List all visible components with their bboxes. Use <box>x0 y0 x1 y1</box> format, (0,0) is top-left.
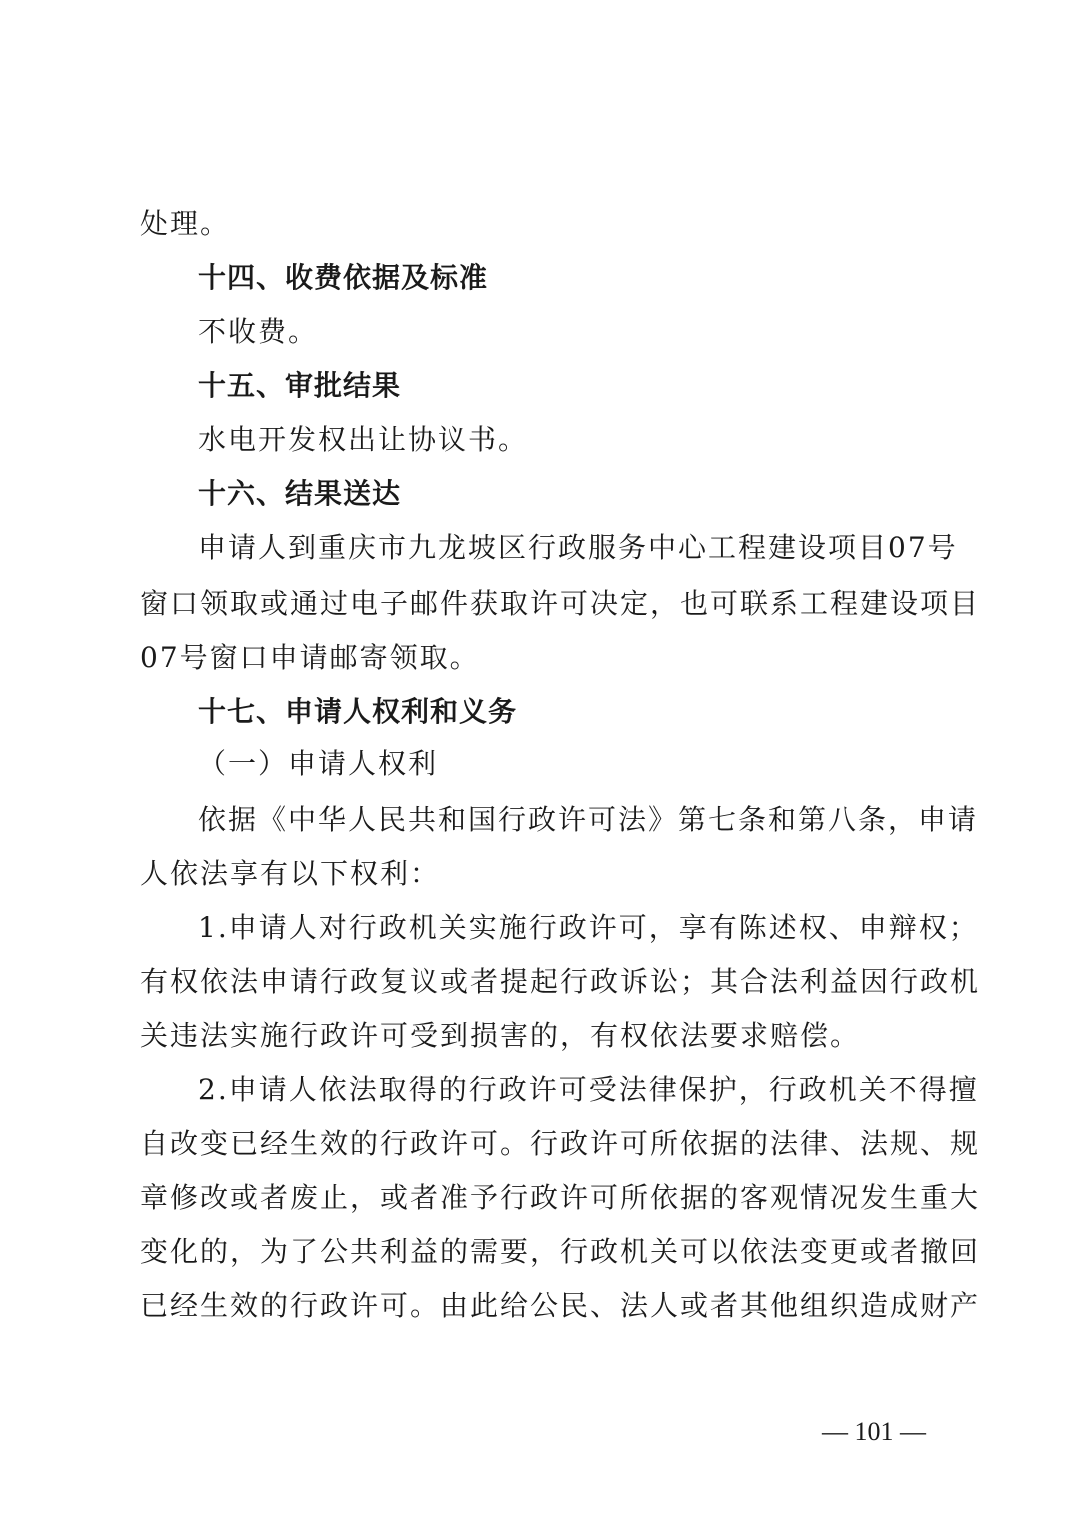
paragraph-line: 有权依法申请行政复议或者提起行政诉讼；其合法利益因行政机 <box>140 965 981 998</box>
paragraph-line: 已经生效的行政许可。由此给公民、法人或者其他组织造成财产 <box>140 1289 981 1322</box>
list-item-2: 2.申请人依法取得的行政许可受法律保护，行政机关不得擅 <box>198 1073 979 1106</box>
paragraph-line: 关违法实施行政许可受到损害的，有权依法要求赔偿。 <box>140 1019 861 1052</box>
paragraph-line: 窗口领取或通过电子邮件获取许可决定，也可联系工程建设项目 <box>140 587 981 620</box>
paragraph-line: 依据《中华人民共和国行政许可法》第七条和第八条，申请 <box>198 803 979 836</box>
paragraph-line: 处理。 <box>140 207 231 240</box>
paragraph-line: 章修改或者废止，或者准予行政许可所依据的客观情况发生重大 <box>140 1181 981 1214</box>
list-item-1: 1.申请人对行政机关实施行政许可，享有陈述权、申辩权； <box>198 911 979 944</box>
section-heading-17: 十七、申请人权利和义务 <box>198 695 518 728</box>
section-heading-15: 十五、审批结果 <box>198 369 402 402</box>
paragraph-line: 水电开发权出让协议书。 <box>198 423 529 456</box>
paragraph-line: 07号窗口申请邮寄领取。 <box>140 641 480 674</box>
subsection-heading: （一）申请人权利 <box>198 747 439 780</box>
page-number: — 101 — <box>822 1417 926 1446</box>
paragraph-line: 自改变已经生效的行政许可。行政许可所依据的法律、法规、规 <box>140 1127 981 1160</box>
paragraph-line: 申请人到重庆市九龙坡区行政服务中心工程建设项目07号 <box>198 531 958 564</box>
section-heading-14: 十四、收费依据及标准 <box>198 261 489 294</box>
paragraph-line: 变化的，为了公共利益的需要，行政机关可以依法变更或者撤回 <box>140 1235 981 1268</box>
section-heading-16: 十六、结果送达 <box>198 477 402 510</box>
paragraph-line: 人依法享有以下权利： <box>140 857 441 890</box>
paragraph-line: 不收费。 <box>198 315 319 348</box>
